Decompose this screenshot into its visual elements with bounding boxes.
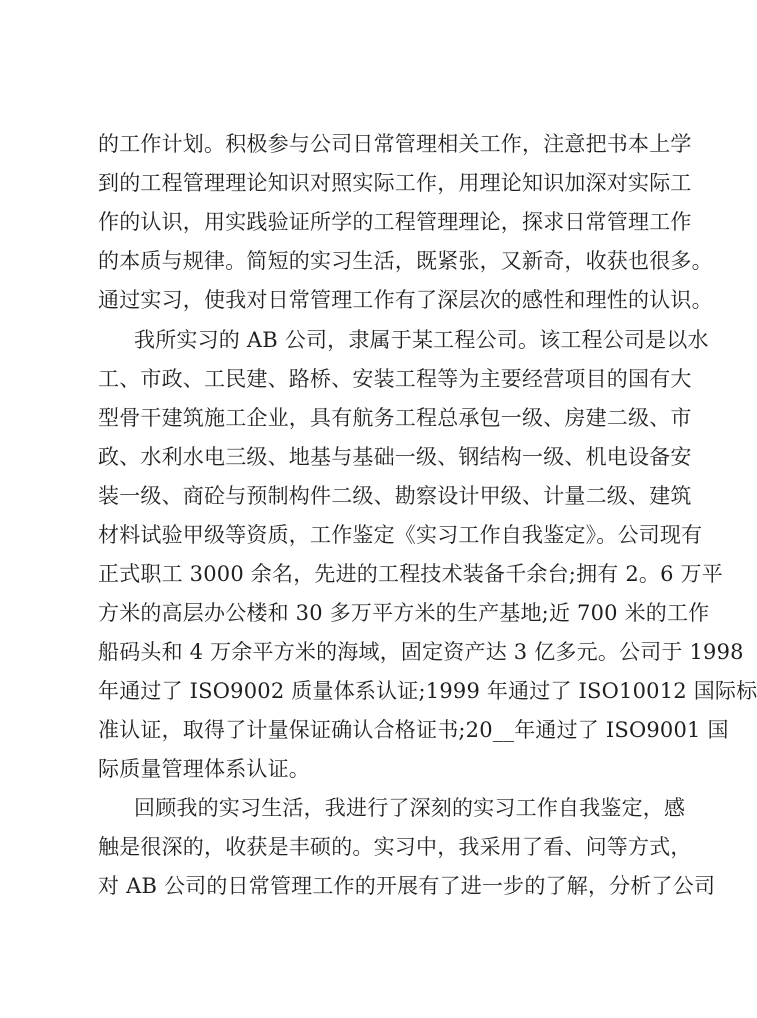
- text-line: 型骨干建筑施工企业，具有航务工程总承包一级、房建二级、市: [98, 406, 692, 430]
- text-line: 准认证，取得了计量保证确认合格证书;20__年通过了 ISO9001 国: [98, 718, 729, 742]
- text-line: 对 AB 公司的日常管理工作的开展有了进一步的了解，分析了公司: [98, 874, 716, 898]
- text-line: 触是很深的，收获是丰硕的。实习中，我采用了看、问等方式，: [98, 835, 692, 859]
- text-line: 工、市政、工民建、路桥、安装工程等为主要经营项目的国有大: [98, 367, 692, 391]
- text-line: 正式职工 3000 余名，先进的工程技术装备千余台;拥有 2。6 万平: [98, 562, 723, 586]
- text-line: 际质量管理体系认证。: [98, 757, 310, 781]
- text-line: 作的认识，用实践验证所学的工程管理理论，探求日常管理工作: [98, 210, 692, 234]
- paragraph-start-line: 回顾我的实习生活，我进行了深刻的实习工作自我鉴定，感: [134, 796, 686, 820]
- text-line: 材料试验甲级等资质，工作鉴定《实习工作自我鉴定》。公司现有: [98, 523, 703, 547]
- text-line: 方米的高层办公楼和 30 多万平方米的生产基地;近 700 米的工作: [98, 601, 710, 625]
- text-line: 通过实习，使我对日常管理工作有了深层次的感性和理性的认识。: [98, 288, 713, 312]
- text-line: 政、水利水电三级、地基与基础一级、钢结构一级、机电设备安: [98, 445, 692, 469]
- paragraph-start-line: 我所实习的 AB 公司，隶属于某工程公司。该工程公司是以水: [134, 328, 709, 352]
- text-line: 到的工程管理理论知识对照实际工作，用理论知识加深对实际工: [98, 171, 692, 195]
- text-line: 的工作计划。积极参与公司日常管理相关工作，注意把书本上学: [98, 132, 692, 156]
- text-line: 装一级、商砼与预制构件二级、勘察设计甲级、计量二级、建筑: [98, 484, 692, 508]
- text-line: 年通过了 ISO9002 质量体系认证;1999 年通过了 ISO10012 国际标: [98, 679, 757, 703]
- text-line: 船码头和 4 万余平方米的海域，固定资产达 3 亿多元。公司于 1998: [98, 640, 744, 664]
- text-line: 的本质与规律。简短的实习生活，既紧张，又新奇，收获也很多。: [98, 249, 713, 273]
